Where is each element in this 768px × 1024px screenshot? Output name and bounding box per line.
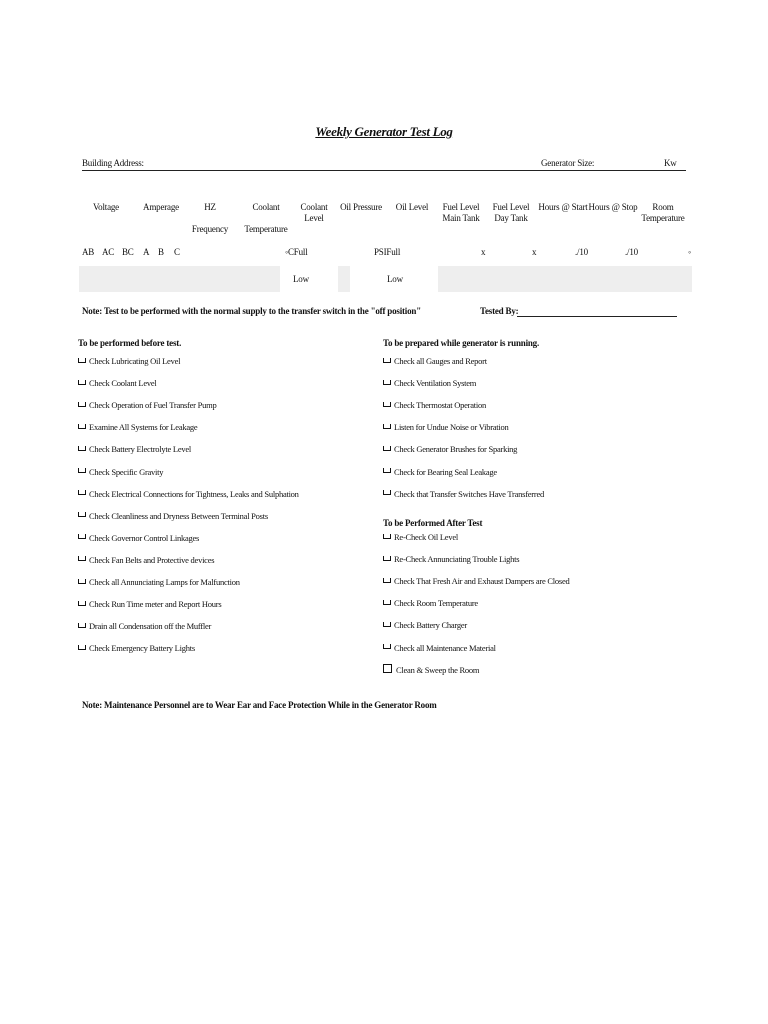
checklist-item-label: Check Run Time meter and Report Hours	[89, 599, 222, 610]
checklist-item-label: Listen for Undue Noise or Vibration	[394, 422, 509, 433]
shaded-cell-1	[79, 266, 280, 292]
col-fuel-main: Fuel Level Main Tank	[442, 202, 480, 223]
checkbox-icon[interactable]	[78, 468, 86, 473]
col-fuel-day: Fuel Level Day Tank	[492, 202, 530, 223]
checklist-item	[78, 356, 180, 366]
checklist-item-label: Drain all Condensation off the Muffler	[89, 621, 212, 632]
checkbox-icon[interactable]	[78, 402, 86, 407]
unit-b: B	[158, 247, 164, 257]
checkbox-icon[interactable]	[78, 358, 86, 363]
checklist-item-label: Check all Annunciating Lamps for Malfunction	[89, 577, 240, 587]
checklist-item-label: Check all Maintenance Material	[394, 642, 496, 653]
checkbox-icon[interactable]	[78, 601, 86, 606]
checklist-item-label: Check Governor Control Linkages	[89, 532, 200, 543]
checklist-item	[78, 378, 156, 388]
note-transfer-switch: Note: Test to be performed with the normal supply to the transfer switch in the "off position"	[82, 306, 422, 316]
checklist-item	[383, 598, 478, 608]
checklist-item	[383, 400, 486, 410]
checkbox-icon[interactable]	[383, 468, 391, 473]
checklist-item	[78, 400, 216, 410]
checklist-item-label: Check Fan Belts and Protective devices	[89, 554, 215, 565]
unit-psi-full: PSIFull	[374, 247, 401, 257]
checklist-item	[78, 511, 268, 521]
checklist-item-label: Check Thermostat Operation	[394, 400, 487, 411]
unit-coolant-full: ◦CFull	[285, 247, 308, 257]
checkbox-icon[interactable]	[383, 556, 391, 561]
checklist-item	[78, 467, 163, 477]
checklist-item	[78, 444, 191, 454]
unit-tenth-start: ./10	[575, 247, 588, 257]
unit-tenth-stop: ./10	[625, 247, 638, 257]
checklist-item-label: Check Operation of Fuel Transfer Pump	[89, 400, 217, 411]
checklist-item	[383, 643, 496, 653]
checklist-item	[383, 665, 479, 675]
checklist-item	[383, 554, 519, 564]
checkbox-icon[interactable]	[383, 402, 391, 407]
checklist-item-label: Check That Fresh Air and Exhaust Dampers are Closed	[394, 576, 570, 587]
checklist-item	[78, 555, 214, 565]
checklist-item-label: Examine All Systems for Leakage	[89, 422, 198, 433]
checklist-item	[383, 378, 476, 388]
checklist-item	[78, 533, 199, 543]
shaded-cell-3	[438, 266, 692, 292]
checklist-item-label: Check for Bearing Seal Leakage	[394, 466, 497, 477]
unit-ac: AC	[102, 247, 115, 257]
checklist-item-label: Check that Transfer Switches Have Transferred	[394, 488, 544, 499]
checkbox-icon[interactable]	[383, 644, 391, 649]
generator-size-label: Generator Size:	[541, 158, 595, 168]
checkbox-icon[interactable]	[78, 556, 86, 561]
checkbox-icon[interactable]	[78, 534, 86, 539]
checklist-item	[383, 467, 497, 477]
checklist-item	[78, 621, 211, 631]
kw-unit: Kw	[664, 158, 677, 168]
checklist-item-label: Re-Check Annunciating Trouble Lights	[394, 554, 520, 565]
address-underline	[82, 170, 686, 171]
running-heading: To be prepared while generator is running.	[383, 338, 540, 348]
tested-by-line	[517, 316, 677, 317]
tested-by-label: Tested By:	[480, 306, 519, 316]
checklist-item	[383, 489, 544, 499]
checkbox-icon[interactable]	[78, 512, 86, 517]
shaded-cell-2	[338, 266, 350, 292]
col-hours-start: Hours @ Start	[538, 202, 588, 212]
checklist-item	[383, 532, 458, 542]
col-oil-pressure: Oil Pressure	[340, 202, 382, 212]
checklist-item	[383, 576, 569, 586]
checklist-item-label: Check Lubricating Oil Level	[89, 356, 181, 366]
checkbox-icon[interactable]	[383, 664, 392, 673]
checklist-item	[78, 577, 240, 587]
checklist-item	[383, 444, 517, 454]
checklist-item-label: Check Generator Brushes for Sparking	[394, 444, 518, 455]
checkbox-icon[interactable]	[78, 645, 86, 650]
col-hours-stop: Hours @ Stop	[588, 202, 638, 212]
col-voltage: Voltage	[93, 202, 119, 212]
checkbox-icon[interactable]	[383, 424, 391, 429]
unit-a: A	[143, 247, 150, 257]
low-oil: Low	[387, 274, 403, 284]
checklist-item	[78, 643, 195, 653]
document-title: Weekly Generator Test Log	[315, 124, 453, 139]
checklist-item-label: Check Ventilation System	[394, 378, 477, 389]
checklist-item-label: Check Battery Charger	[394, 620, 467, 631]
checkbox-icon[interactable]	[383, 622, 391, 627]
col-hz: HZ Frequency	[191, 202, 229, 234]
checklist-item-label: Clean & Sweep the Room	[396, 664, 480, 675]
building-address-label: Building Address:	[82, 158, 144, 168]
checklist-item	[78, 489, 299, 499]
checkbox-icon[interactable]	[383, 600, 391, 605]
checkbox-icon[interactable]	[383, 380, 391, 385]
unit-bc: BC	[122, 247, 134, 257]
checkbox-icon[interactable]	[78, 380, 86, 385]
before-test-heading: To be performed before test.	[78, 338, 182, 348]
col-oil-level: Oil Level	[395, 202, 429, 212]
checklist-item-label: Check Specific Gravity	[89, 466, 164, 477]
checklist-item-label: Check Emergency Battery Lights	[89, 643, 195, 654]
col-room-temperature: Room Temperature	[641, 202, 685, 223]
unit-ab: AB	[82, 247, 95, 257]
unit-degree: ◦	[688, 247, 691, 257]
checkbox-icon[interactable]	[78, 579, 86, 584]
checklist-item-label: Check Coolant Level	[89, 378, 157, 389]
checkbox-icon[interactable]	[78, 490, 86, 495]
note-protection: Note: Maintenance Personnel are to Wear Ear and Face Protection While in the Generator Room	[82, 700, 437, 710]
checklist-item	[383, 422, 509, 432]
col-coolant-level: Coolant Level	[300, 202, 328, 223]
checklist-item	[383, 620, 467, 630]
checklist-item-label: Check Cleanliness and Dryness Between Terminal Posts	[89, 510, 268, 521]
checklist-item	[383, 356, 487, 366]
col-coolant-temperature: Coolant Temperature	[244, 202, 288, 234]
checklist-item-label: Check Battery Electrolyte Level	[89, 444, 191, 455]
checkbox-icon[interactable]	[383, 490, 391, 495]
checklist-item-label: Check Electrical Connections for Tightness, Leaks and Sulphation	[89, 488, 299, 499]
checkbox-icon[interactable]	[78, 424, 86, 429]
low-coolant: Low	[293, 274, 309, 284]
checklist-item-label: Check Room Temperature	[394, 598, 478, 609]
checkbox-icon[interactable]	[383, 358, 391, 363]
checkbox-icon[interactable]	[78, 446, 86, 451]
col-amperage: Amperage	[143, 202, 179, 212]
checklist-item	[78, 599, 221, 609]
checkbox-icon[interactable]	[383, 534, 391, 539]
unit-x-day: x	[532, 247, 537, 257]
after-test-heading: To be Performed After Test	[383, 518, 483, 528]
unit-c: C	[174, 247, 180, 257]
checkbox-icon[interactable]	[383, 578, 391, 583]
checkbox-icon[interactable]	[383, 446, 391, 451]
checkbox-icon[interactable]	[78, 623, 86, 628]
checklist-item	[78, 422, 197, 432]
checklist-item-label: Check all Gauges and Report	[394, 356, 487, 366]
checklist-item-label: Re-Check Oil Level	[394, 532, 458, 542]
unit-x-main: x	[481, 247, 486, 257]
